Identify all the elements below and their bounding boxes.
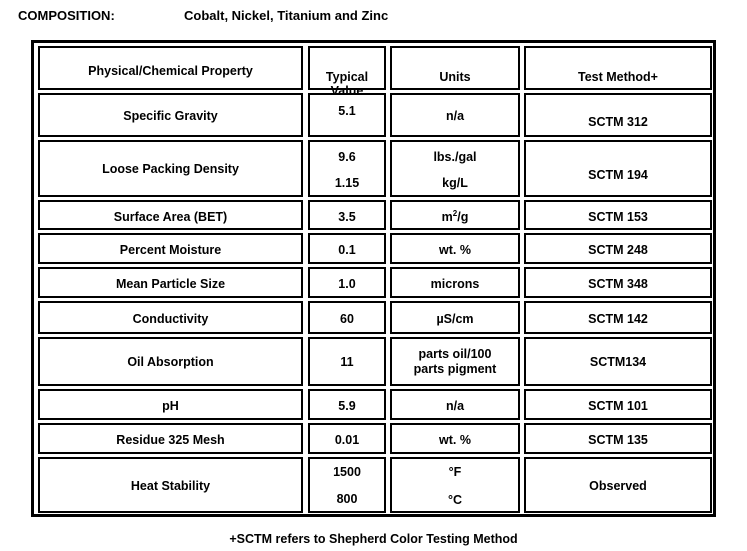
table-row-property: Specific Gravity xyxy=(38,93,303,137)
table-row-value: 60 xyxy=(308,301,386,334)
header-units: Units xyxy=(390,46,520,90)
table-row-property: Loose Packing Density xyxy=(38,140,303,197)
table-row-units: n/a xyxy=(390,93,520,137)
table-row-units: n/a xyxy=(390,389,520,420)
table-row-units: wt. % xyxy=(390,423,520,454)
table-row-value: 5.1 xyxy=(308,93,386,137)
table-row-value: 5.9 xyxy=(308,389,386,420)
table-row-value: 3.5 xyxy=(308,200,386,230)
table-row-property: Surface Area (BET) xyxy=(38,200,303,230)
table-row-units: lbs./gal kg/L xyxy=(390,140,520,197)
table-row-method: SCTM 153 xyxy=(524,200,712,230)
table-row-units: wt. % xyxy=(390,233,520,264)
table-row-property: Mean Particle Size xyxy=(38,267,303,298)
table-row-units: °F °C xyxy=(390,457,520,513)
table-row-property: Percent Moisture xyxy=(38,233,303,264)
table-row-value: 0.01 xyxy=(308,423,386,454)
table-row-property: Oil Absorption xyxy=(38,337,303,386)
properties-table xyxy=(31,40,716,517)
footnote: +SCTM refers to Shepherd Color Testing Method xyxy=(229,532,518,546)
table-row-property: pH xyxy=(38,389,303,420)
table-row-method: Observed xyxy=(524,457,712,513)
table-row-method: SCTM 135 xyxy=(524,423,712,454)
header-test-method: Test Method+ xyxy=(524,46,712,90)
table-row-method: SCTM 101 xyxy=(524,389,712,420)
table-row-property: Conductivity xyxy=(38,301,303,334)
table-row-method: SCTM 248 xyxy=(524,233,712,264)
table-row-units: microns xyxy=(390,267,520,298)
table-row-value: 11 xyxy=(308,337,386,386)
table-row-property: Heat Stability xyxy=(38,457,303,513)
table-row-value: 1500 800 xyxy=(308,457,386,513)
table-row-value: 9.6 1.15 xyxy=(308,140,386,197)
composition-value: Cobalt, Nickel, Titanium and Zinc xyxy=(184,8,389,23)
table-row-units: $m^2/g$ xyxy=(390,200,520,230)
table-row-property: Residue 325 Mesh xyxy=(38,423,303,454)
table-row-value: 1.0 xyxy=(308,267,386,298)
table-row-method: SCTM 142 xyxy=(524,301,712,334)
table-row-units: µS/cm xyxy=(390,301,520,334)
table-row-value: 0.1 xyxy=(308,233,386,264)
table-row-method: SCTM134 xyxy=(524,337,712,386)
header-property: Physical/Chemical Property xyxy=(38,46,303,90)
header-typical-value: Typical Value xyxy=(308,46,386,90)
table-row-units: parts oil/100 parts pigment xyxy=(390,337,520,386)
table-row-method: SCTM 348 xyxy=(524,267,712,298)
table-row-method: SCTM 312 xyxy=(524,93,712,137)
table-row-method: SCTM 194 xyxy=(524,140,712,197)
composition-label: COMPOSITION: xyxy=(18,8,115,23)
